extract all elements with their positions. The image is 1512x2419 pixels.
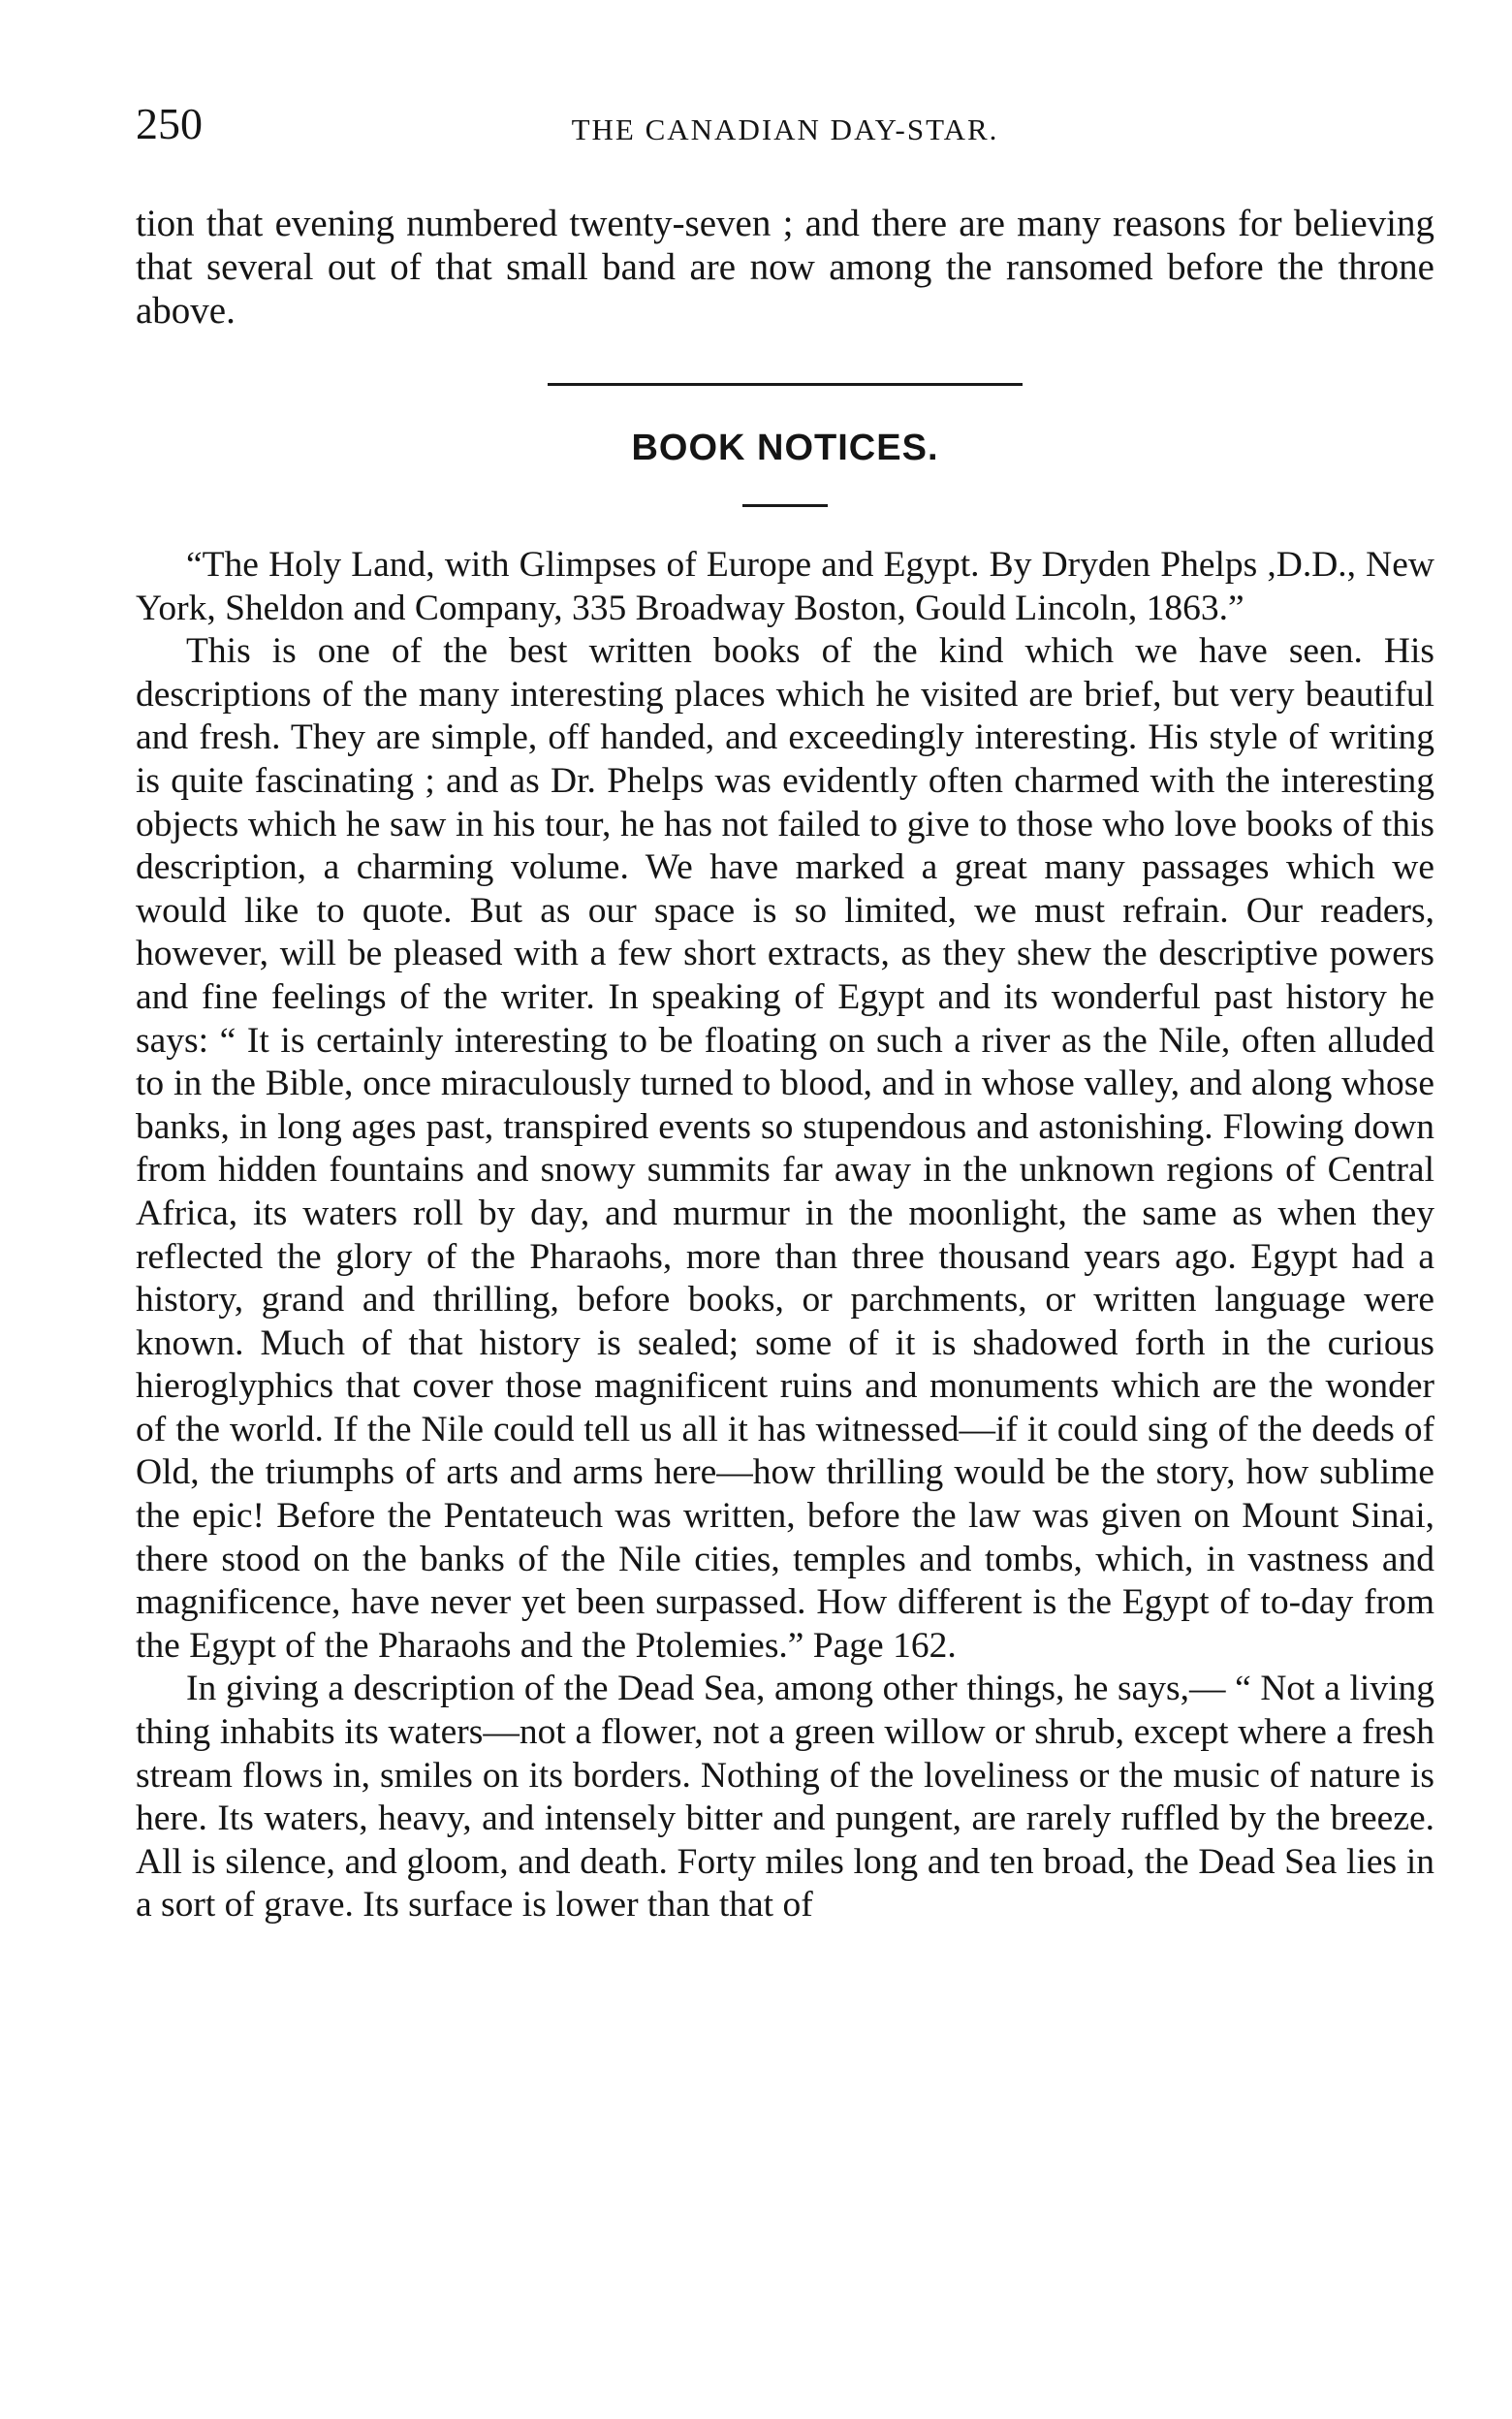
journal-title: THE CANADIAN DAY-STAR. <box>571 112 999 146</box>
review-paragraph: This is one of the best written books of the kind which we have seen. His descriptions of the many interesting places which he visited are brief, but very beautiful and fresh. They are simple, off handed, and exceedingly interesting. His style of writing is quite fascinating ; and as Dr. Phelps was evidently often charmed with the interesting objects which he saw in his tour, he has not failed to give to those who love books of this description, a charming volume. We have marked a great many passages which we would like to quote. But as our space is so limited, we must refrain. Our readers, however, will be pleased with a few short extracts, as they shew the descriptive powers and fine feelings of the writer. In speaking of Egypt and its wonderful past history he says: “ It is certainly interesting to be floating on such a river as the Nile, often alluded to in the Bible, once miraculously turned to blood, and in whose valley, and along whose banks, in long ages past, transpired events so stupendous and astonishing. Flowing down from hidden fountains and snowy summits far away in the unknown regions of Central Africa, its waters roll by day, and murmur in the moonlight, the same as when they reflected the glory of the Pharaohs, more than three thousand years ago. Egypt had a history, grand and thrilling, before books, or parchments, or written language were known. Much of that history is sealed; some of it is shadowed forth in the curious hieroglyphics that cover those magnificent ruins and monuments which are the wonder of the world. If the Nile could tell us all it has witnessed—if it could sing of the deeds of Old, the triumphs of arts and arms here—how thrilling would be the story, how sublime the epic! Before the Pentateuch was written, before the law was given on Mount Sinai, there stood on the banks of the Nile cities, temples and tombs, which, in vastness and magnificence, have never yet been surpassed. How different is the Egypt of to-day from the Egypt of the Pharaohs and the Ptolemies.” Page 162. <box>136 631 1434 1666</box>
running-head <box>136 97 1434 159</box>
section-heading: BOOK NOTICES. <box>631 428 939 468</box>
heading-underline-rule <box>742 504 828 507</box>
page-number: 250 <box>136 99 203 148</box>
section-divider-rule <box>548 383 1023 386</box>
opening-paragraph: tion that evening numbered twenty-seven ; and there are many reasons for believing that several out of that small band are now among the ransomed before the throne above. <box>136 203 1434 332</box>
book-citation: “The Holy Land, with Glimpses of Europe and Egypt. By Dryden Phelps ,D.D., New York, Sheldon and Company, 335 Broadway Boston, Gould Lincoln, 1863.” <box>136 545 1434 628</box>
book-page <box>136 97 1434 1927</box>
dead-sea-paragraph: In giving a description of the Dead Sea, among other things, he says,— “ Not a living thing inhabits its waters—not a flower, not a green willow or shrub, except where a fresh stream flows in, smiles on its borders. Nothing of the loveliness or the music of nature is here. Its waters, heavy, and intensely bitter and pungent, are rarely ruffled by the breeze. All is silence, and gloom, and death. Forty miles long and ten broad, the Dead Sea lies in a sort of grave. Its surface is lower than that of <box>136 1669 1434 1926</box>
